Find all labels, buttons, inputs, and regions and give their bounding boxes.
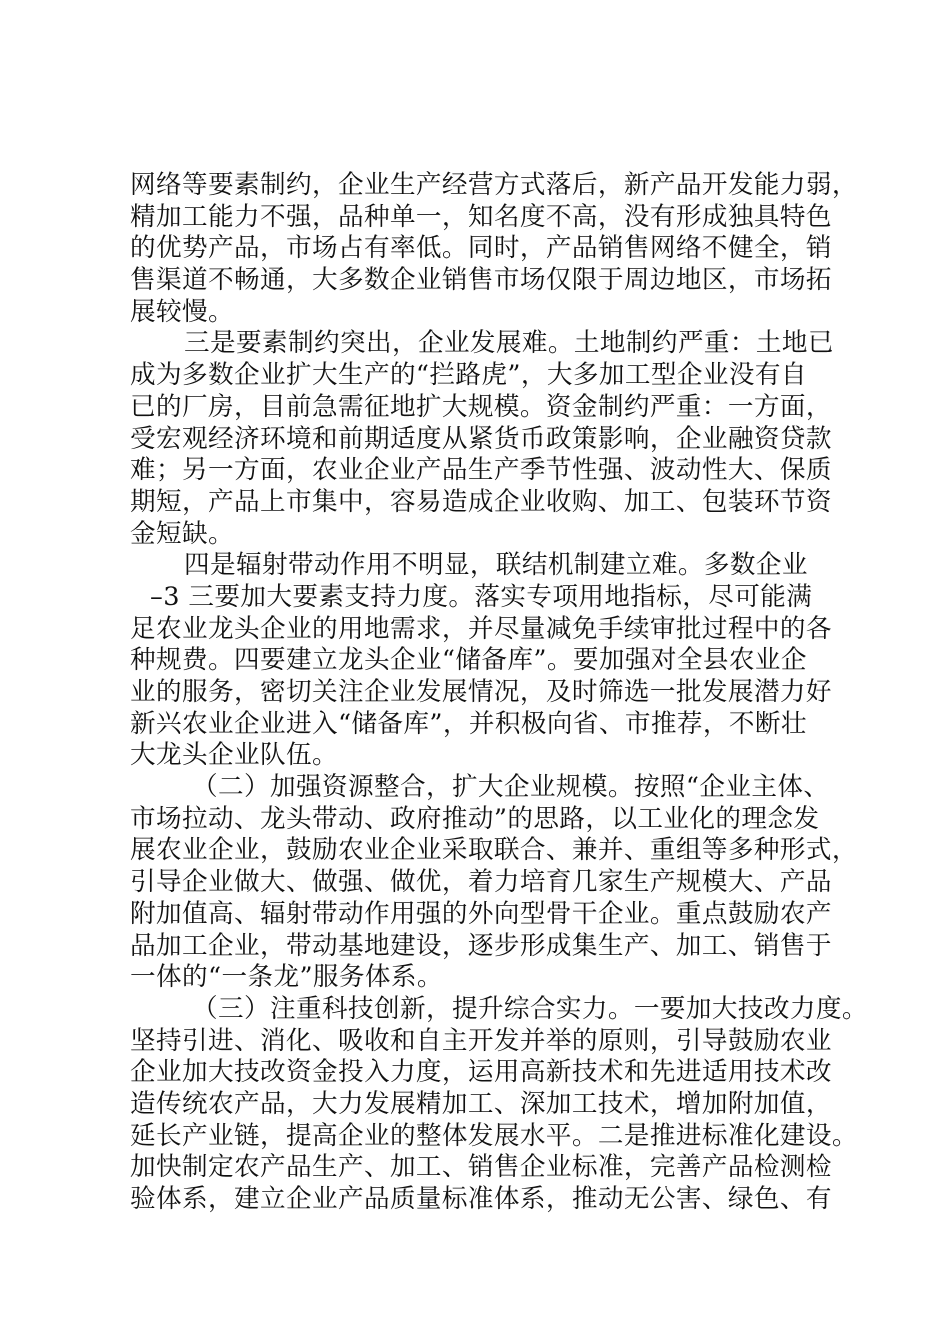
text-line: 坚持引进、消化、吸收和自主开发并举的原则，引导鼓励农业 <box>130 1025 832 1056</box>
text-line: 的优势产品，市场占有率低。同时，产品销售网络不健全，销 <box>130 233 832 264</box>
paragraph-start-line: 三是要素制约突出，企业发展难。土地制约严重：土地已 <box>184 328 834 359</box>
text-line: 金短缺。 <box>130 518 234 549</box>
paragraph-start-line: 四是辐射带动作用不明显，联结机制建立难。多数企业 <box>184 550 808 581</box>
text-line: 难；另一方面，农业企业产品生产季节性强、波动性大、保质 <box>130 455 832 486</box>
document-body <box>130 170 868 1216</box>
text-line: 企业加大技改资金投入力度，运用高新技术和先进适用技术改 <box>130 1057 832 1088</box>
text-line: 期短，产品上市集中，容易造成企业收购、加工、包装环节资 <box>130 486 832 517</box>
text-line: 成为多数企业扩大生产的“拦路虎”，大多加工型企业没有自 <box>130 360 807 391</box>
text-line: 市场拉动、龙头带动、政府推动”的思路，以工业化的理念发 <box>130 803 820 834</box>
text-line: 足农业龙头企业的用地需求，并尽量减免手续审批过程中的各 <box>130 613 832 644</box>
text-line: 大龙头企业队伍。 <box>130 740 338 771</box>
text-line: 业的服务，密切关注企业发展情况，及时筛选一批发展潜力好 <box>130 677 832 707</box>
text-line: 造传统农产品，大力发展精加工、深加工技术，增加附加值， <box>130 1088 832 1119</box>
text-line: 引导企业做大、做强、做优，着力培育几家生产规模大、产品 <box>130 867 832 898</box>
text-line: 展农业企业，鼓励农业企业采取联合、兼并、重组等多种形式， <box>130 835 858 866</box>
text-line: 验体系，建立企业产品质量标准体系，推动无公害、绿色、有 <box>130 1184 832 1214</box>
text-line: 精加工能力不强，品种单一，知名度不高，没有形成独具特色 <box>130 201 832 232</box>
section-heading-line: （三）注重科技创新，提升综合实力。一要加大技改力度。 <box>192 993 868 1024</box>
text-line: 一体的“一条龙”服务体系。 <box>130 962 443 993</box>
text-line: 已的厂房，目前急需征地扩大规模。资金制约严重：一方面， <box>130 391 832 422</box>
text-line: 新兴农业企业进入“储备库”，并积极向省、市推荐，不断壮 <box>130 708 807 739</box>
text-line: 展较慢。 <box>130 296 234 327</box>
text-line: 种规费。四要建立龙头企业“储备库”。要加强对全县农业企 <box>130 645 807 676</box>
text-line: 延长产业链，提高企业的整体发展水平。二是推进标准化建设。 <box>130 1120 858 1151</box>
text-line: 网络等要素制约，企业生产经营方式落后，新产品开发能力弱， <box>130 170 858 200</box>
page-break-line: –3 三要加大要素支持力度。落实专项用地指标，尽可能满 <box>150 581 813 612</box>
text-line: 售渠道不畅通，大多数企业销售市场仅限于周边地区，市场拓 <box>130 265 832 296</box>
text-line: 品加工企业，带动基地建设，逐步形成集生产、加工、销售于 <box>130 930 832 961</box>
text-line: 受宏观经济环境和前期适度从紧货币政策影响，企业融资贷款 <box>130 423 832 454</box>
text-line: 加快制定农产品生产、加工、销售企业标准，完善产品检测检 <box>130 1152 832 1183</box>
section-heading-line: （二）加强资源整合，扩大企业规模。按照“企业主体、 <box>192 772 830 803</box>
text-line: 附加值高、辐射带动作用强的外向型骨干企业。重点鼓励农产 <box>130 898 832 929</box>
